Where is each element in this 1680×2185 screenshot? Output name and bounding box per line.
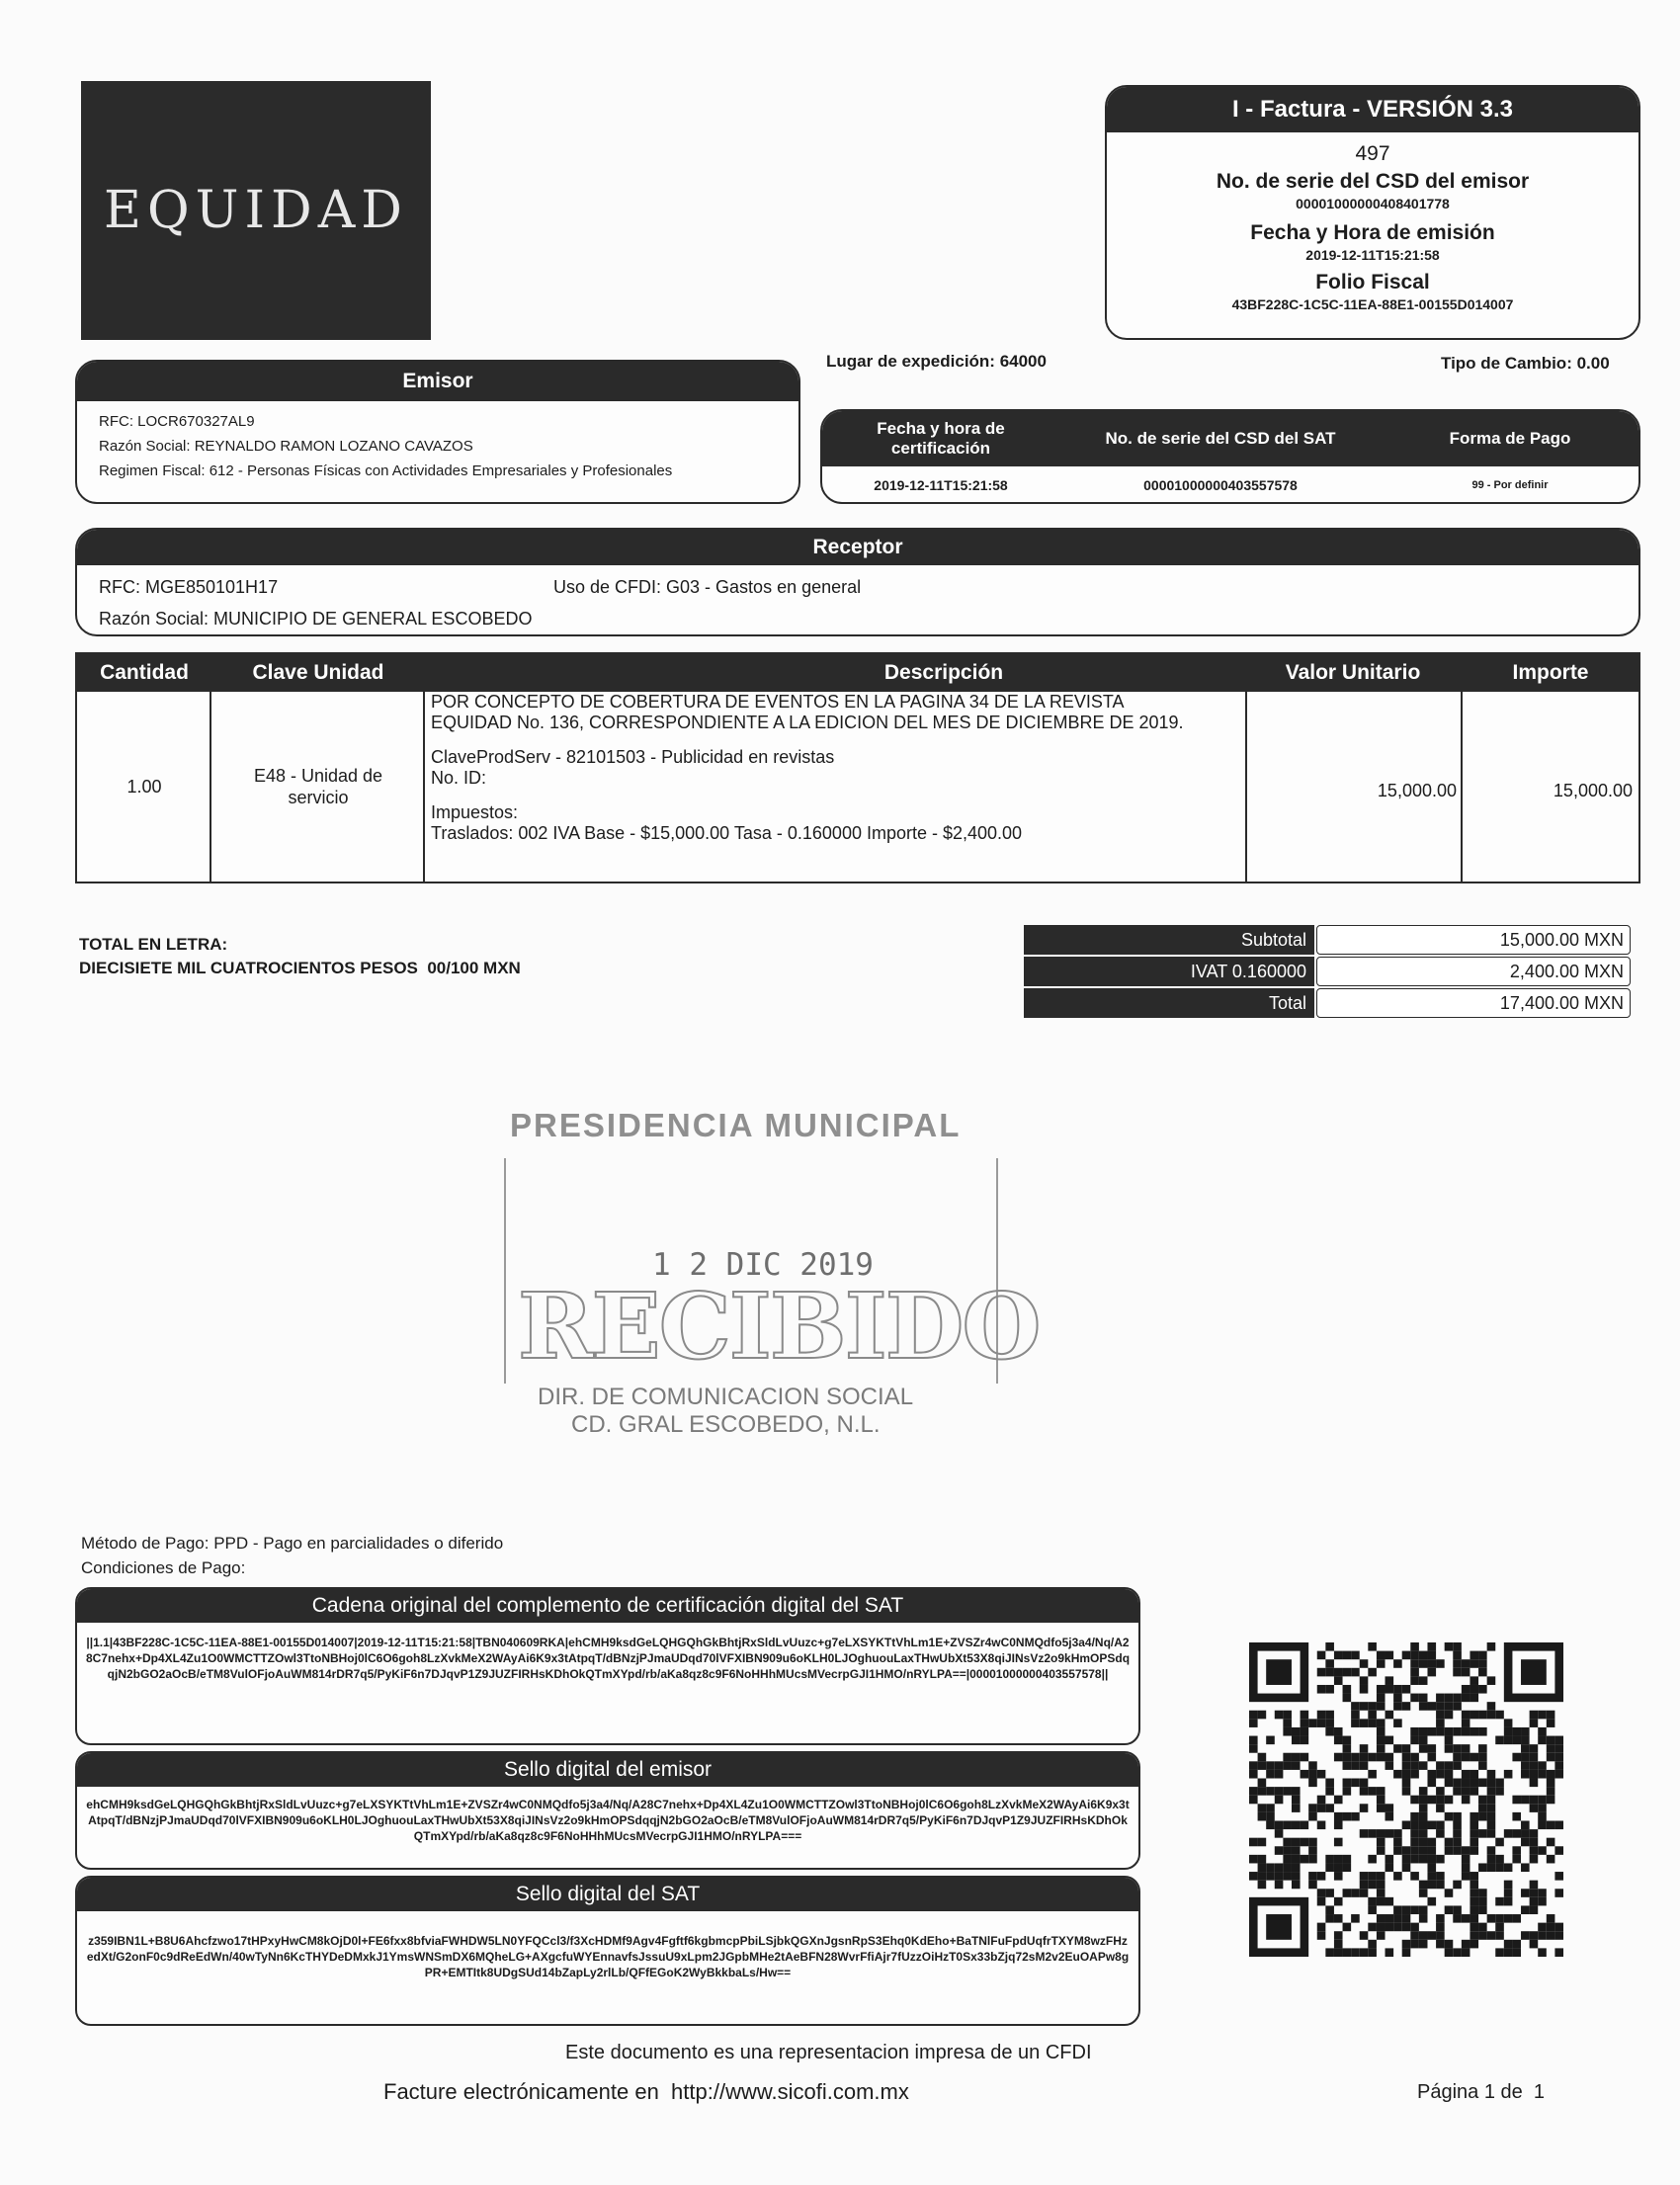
footer-cfdi-note: Este documento es una representacion impresa de un CFDI: [565, 2042, 1092, 2063]
receptor-box: [75, 528, 1640, 636]
certification-values: [822, 466, 1638, 504]
receptor-rfc: RFC: MGE850101H17: [99, 577, 279, 597]
fecha-emision-label: Fecha y Hora de emisión: [1250, 221, 1495, 244]
condiciones-pago: Condiciones de Pago:: [81, 1558, 246, 1577]
cert-date-header: Fecha y hora de certificación: [877, 419, 1005, 458]
subtotal-label: Subtotal: [1024, 925, 1314, 955]
row-descripcion: [431, 692, 1241, 844]
iva-value: 2,400.00 MXN: [1316, 957, 1631, 986]
footer-website: Facture electrónicamente en http://www.sicofi.com.mx: [383, 2079, 909, 2104]
emisor-razon-social: Razón Social: REYNALDO RAMON LOZANO CAVAZOS: [99, 438, 473, 455]
total-label: Total: [1024, 988, 1314, 1018]
col-header-valor-unitario: Valor Unitario: [1243, 654, 1463, 692]
metodo-pago: Método de Pago: PPD - Pago en parcialidades o diferido: [81, 1534, 504, 1553]
forma-pago-value: 99 - Por definir: [1471, 479, 1549, 491]
sello-sat-text: z359IBN1L+B8U6Ahcfzwo17tHPxyHwCM8kOjD0l+FE6fxx8bfviaFWHDW5LN0YFQCcl3/f3XcHDMf9Agv4Fgftf6kgbmcpPbiLSjbkQGXnJgsnRpS3Ehq0KdEho+BaTNlFuFpdUqfrTXYM8wzFHzedXt/G2onF0c9dReEdWn/40wTyNn6KcTHYDeDMxkJ1YmsWNSmDX6MQheLG+AXgcfuWYEnnavfsJssuU9xLpm2JGpbMHe2tAeBFN28WvrFfiAjr7fUzzOiHzT0Sx33bZjq72sM2v2EuOAPw8gPR+EMTItk8UDgSUd14bZapLy2rlLb/QFfEGoK2WyBkkbaLs/Hw==: [86, 1934, 1130, 1979]
invoice-header-box: [1105, 85, 1640, 340]
desc-no-id: No. ID:: [431, 768, 487, 788]
invoice-number: 497: [1355, 142, 1390, 165]
emisor-rfc: RFC: LOCR670327AL9: [99, 413, 255, 430]
sello-emisor-box: [75, 1751, 1140, 1870]
row-valor-unitario: 15,000.00: [1377, 781, 1457, 800]
iva-label: IVAT 0.160000: [1024, 957, 1314, 986]
cadena-original-box: [75, 1587, 1140, 1745]
certification-header: [822, 411, 1638, 466]
folio-fiscal-label: Folio Fiscal: [1315, 271, 1430, 294]
stamp-word: RECIBIDO: [518, 1273, 1040, 1380]
fecha-emision-value: 2019-12-11T15:21:58: [1305, 247, 1440, 263]
qr-code-icon: [1249, 1642, 1563, 1957]
sello-emisor-text: ehCMH9ksdGeLQHGQhGkBhtjRxSldLvUuzc+g7eLXSYKTtVhLm1E+ZVSZr4wC0NMQdfo5j3a4/Nq/A28C7nehx+Dp4XL4Zu1O0WMCTTZOwl3TtoNBHoj0lC6O6goh8LzXvkMeX2WAyAi6K9x3tAtpqT/dBNzjPJmaUDqd70lVFXIBN909u6oKLH0LJOghuouLaxTHwUbXt53X8qiJINsVz2o9kHmOPSdqqjN2bGO2aOcB/eTM8VulOFjoAuWM814rDR7q5/PyKiF6n7DJqvP1Z9JUZFIRHsKDhOkQTmXYpd/rb/aKa8qz8c9F6NoHHhMUcsMVecrpGJI1HMO/nRYLPA===: [86, 1798, 1130, 1843]
invoice-title: I - Factura - VERSIÓN 3.3: [1107, 87, 1638, 132]
stamp-top-text: PRESIDENCIA MUNICIPAL: [510, 1107, 962, 1143]
receptor-razon-social: Razón Social: MUNICIPIO DE GENERAL ESCOBEDO: [99, 609, 533, 629]
uso-cfdi: Uso de CFDI: G03 - Gastos en general: [553, 577, 862, 597]
emisor-header: Emisor: [77, 362, 798, 401]
total-letra-label: TOTAL EN LETRA:: [79, 935, 228, 954]
emisor-box: [75, 360, 800, 504]
sello-sat-header: Sello digital del SAT: [77, 1878, 1138, 1911]
certification-box: [820, 409, 1640, 504]
footer-page-number: Página 1 de 1: [1417, 2081, 1545, 2103]
desc-line-1: POR CONCEPTO DE COBERTURA DE EVENTOS EN LA PAGINA 34 DE LA REVISTA: [431, 692, 1125, 712]
cert-csd-sat-header: No. de serie del CSD del SAT: [1105, 429, 1336, 448]
row-clave-unidad: E48 - Unidad de servicio: [253, 766, 383, 807]
subtotal-value: 15,000.00 MXN: [1316, 925, 1631, 955]
received-stamp: [504, 1107, 1040, 1443]
cadena-original-text: ||1.1|43BF228C-1C5C-11EA-88E1-00155D014007|2019-12-11T15:21:58|TBN040609RKA|ehCMH9ksdGeLQHGQhGkBhtjRxSldLvUuzc+g7eLXSYKTtVhLm1E+ZVSZr4wC0NMQdfo5j3a4/Nq/A28C7nehx+Dp4XL4Zu1O0WMCTTZOwl3TtoNBHoj0lC6O6goh8LzXvkMeX2WAyAi6K9x3tAtpqT/dBNzjPJmaUDqd70lVFXIBN909u6oKLH0LJOghuouLaxTHwUbXt53X8qiJINsVz2o9kHmOPSdqqjN2bGO2aOcB/eTM8VulOFjoAuWM814rDR7q5/PyKiF6n7DJqvP1Z9JUZFIRHsKDhOkQTmXYpd/rb/aKa8qz8c9F6NoHHhMUcsMVecrpGJI1HMO/nRYLPA==|00001000000403557578||: [85, 1636, 1131, 1681]
csd-emisor-label: No. de serie del CSD del emisor: [1216, 170, 1530, 193]
csd-emisor-value: 00001000000408401778: [1296, 196, 1450, 211]
concepts-table: [75, 652, 1640, 883]
cadena-original-header: Cadena original del complemento de certificación digital del SAT: [77, 1589, 1138, 1623]
logo-text: EQUIDAD: [104, 181, 408, 240]
stamp-line-2: CD. GRAL ESCOBEDO, N.L.: [571, 1411, 881, 1438]
stamp-date: 1 2 DIC 2019: [652, 1247, 874, 1283]
lugar-expedicion: Lugar de expedición: 64000: [826, 352, 1047, 371]
total-value: 17,400.00 MXN: [1316, 988, 1631, 1018]
company-logo: [81, 81, 431, 340]
col-header-clave-unidad: Clave Unidad: [211, 654, 425, 692]
stamp-line-1: DIR. DE COMUNICACION SOCIAL: [538, 1384, 914, 1410]
total-letra-value: DIECISIETE MIL CUATROCIENTOS PESOS 00/100 MXN: [79, 959, 521, 977]
row-importe: 15,000.00: [1553, 781, 1633, 800]
sello-emisor-header: Sello digital del emisor: [77, 1753, 1138, 1787]
col-header-importe: Importe: [1463, 654, 1638, 692]
desc-impuestos-label: Impuestos:: [431, 802, 519, 822]
col-header-descripcion: Descripción: [425, 654, 1463, 692]
cert-csd-sat-value: 00001000000403557578: [1143, 477, 1298, 493]
cert-date-value: 2019-12-11T15:21:58: [874, 477, 1008, 493]
forma-pago-header: Forma de Pago: [1449, 429, 1571, 448]
receptor-header: Receptor: [77, 530, 1638, 565]
desc-clave-prod-serv: ClaveProdServ - 82101503 - Publicidad en revistas: [431, 747, 835, 767]
col-header-cantidad: Cantidad: [77, 654, 211, 692]
tipo-cambio: Tipo de Cambio: 0.00: [1441, 354, 1610, 373]
emisor-regimen: Regimen Fiscal: 612 - Personas Físicas con Actividades Empresariales y Profesionales: [99, 462, 673, 479]
sello-sat-box: [75, 1876, 1140, 2026]
row-cantidad: 1.00: [126, 777, 162, 797]
desc-traslados: Traslados: 002 IVA Base - $15,000.00 Tasa - 0.160000 Importe - $2,400.00: [431, 823, 1023, 843]
desc-line-2: EQUIDAD No. 136, CORRESPONDIENTE A LA EDICION DEL MES DE DICIEMBRE DE 2019.: [431, 713, 1184, 732]
folio-fiscal-value: 43BF228C-1C5C-11EA-88E1-00155D014007: [1231, 296, 1514, 312]
